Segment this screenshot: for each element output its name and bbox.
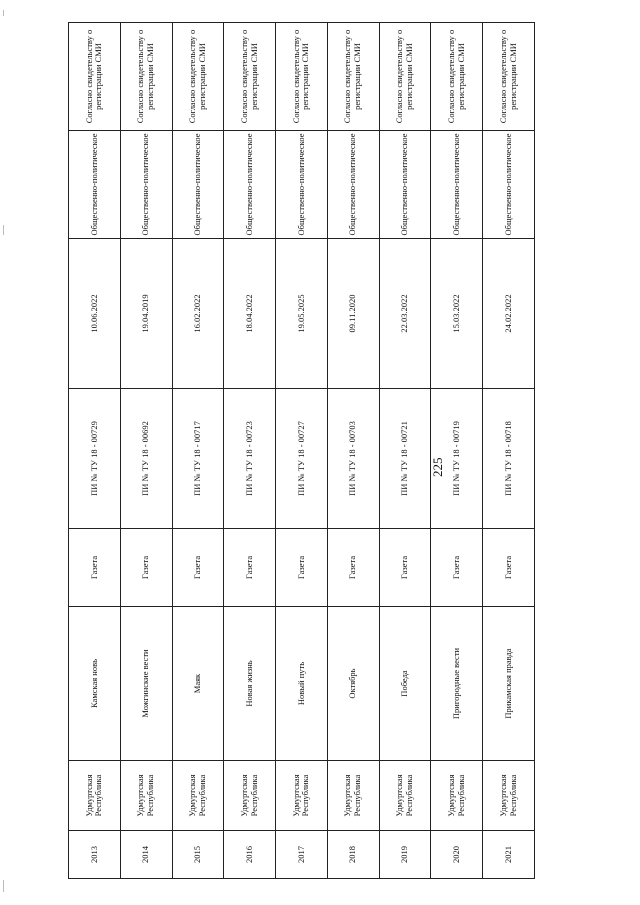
table-row xyxy=(483,23,535,879)
registration-date-cell: 16.02.2022 xyxy=(172,239,224,389)
distribution-territory-cell: Согласно свидетельству о регистрации СМИ xyxy=(172,23,224,131)
row-number-cell: 2019 xyxy=(379,831,431,879)
table-body xyxy=(69,23,535,879)
region-cell: Удмуртская Республика xyxy=(172,761,224,831)
media-title-cell: Можгинские вести xyxy=(120,607,172,761)
distribution-territory-cell: Согласно свидетельству о регистрации СМИ xyxy=(431,23,483,131)
table-row xyxy=(431,23,483,879)
registration-number-cell: ПИ № ТУ 18 - 00718 xyxy=(483,389,535,529)
region-cell: Удмуртская Республика xyxy=(327,761,379,831)
distribution-territory-cell: Согласно свидетельству о регистрации СМИ xyxy=(276,23,328,131)
specialization-cell: Общественно-политическое xyxy=(483,131,535,239)
distribution-territory-cell: Согласно свидетельству о регистрации СМИ xyxy=(224,23,276,131)
region-cell: Удмуртская Республика xyxy=(69,761,121,831)
page-number: 225 xyxy=(430,457,445,477)
distribution-territory-cell: Согласно свидетельству о регистрации СМИ xyxy=(69,23,121,131)
media-type-cell: Газета xyxy=(69,529,121,607)
specialization-cell: Общественно-политическое xyxy=(69,131,121,239)
row-number-cell: 2015 xyxy=(172,831,224,879)
row-number-cell: 2014 xyxy=(120,831,172,879)
region-cell: Удмуртская Республика xyxy=(483,761,535,831)
registration-number-cell: ПИ № ТУ 18 - 00721 xyxy=(379,389,431,529)
media-title-cell: Камская новь xyxy=(69,607,121,761)
table-row xyxy=(69,23,121,879)
registration-number-cell: ПИ № ТУ 18 - 00727 xyxy=(276,389,328,529)
media-type-cell: Газета xyxy=(431,529,483,607)
media-title-cell: Победа xyxy=(379,607,431,761)
media-title-cell: Новая жизнь xyxy=(224,607,276,761)
region-cell: Удмуртская Республика xyxy=(276,761,328,831)
row-number-cell: 2018 xyxy=(327,831,379,879)
media-type-cell: Газета xyxy=(379,529,431,607)
media-type-cell: Газета xyxy=(483,529,535,607)
media-type-cell: Газета xyxy=(120,529,172,607)
region-cell: Удмуртская Республика xyxy=(379,761,431,831)
registration-number-cell: ПИ № ТУ 18 - 00723 xyxy=(224,389,276,529)
distribution-territory-cell: Согласно свидетельству о регистрации СМИ xyxy=(379,23,431,131)
media-type-cell: Газета xyxy=(224,529,276,607)
specialization-cell: Общественно-политическое xyxy=(120,131,172,239)
region-cell: Удмуртская Республика xyxy=(120,761,172,831)
registration-date-cell: 09.11.2020 xyxy=(327,239,379,389)
table-row xyxy=(327,23,379,879)
row-number-cell: 2013 xyxy=(69,831,121,879)
registration-number-cell: ПИ № ТУ 18 - 00703 xyxy=(327,389,379,529)
specialization-cell: Общественно-политическое xyxy=(431,131,483,239)
table-row xyxy=(120,23,172,879)
media-title-cell: Октябрь xyxy=(327,607,379,761)
row-number-cell: 2020 xyxy=(431,831,483,879)
registration-date-cell: 24.02.2022 xyxy=(483,239,535,389)
specialization-cell: Общественно-политическое xyxy=(327,131,379,239)
registration-number-cell: ПИ № ТУ 18 - 00719 xyxy=(431,389,483,529)
media-title-cell: Прикамская правда xyxy=(483,607,535,761)
media-type-cell: Газета xyxy=(172,529,224,607)
registration-date-cell: 15.03.2022 xyxy=(431,239,483,389)
registration-number-cell: ПИ № ТУ 18 - 00717 xyxy=(172,389,224,529)
media-type-cell: Газета xyxy=(276,529,328,607)
specialization-cell: Общественно-политическое xyxy=(172,131,224,239)
specialization-cell: Общественно-политическое xyxy=(379,131,431,239)
media-title-cell: Маяк xyxy=(172,607,224,761)
registration-number-cell: ПИ № ТУ 18 - 00729 xyxy=(69,389,121,529)
specialization-cell: Общественно-политическое xyxy=(276,131,328,239)
media-registry-table xyxy=(68,22,535,879)
media-title-cell: Пригородные вести xyxy=(431,607,483,761)
row-number-cell: 2016 xyxy=(224,831,276,879)
registration-date-cell: 19.04.2019 xyxy=(120,239,172,389)
table-row xyxy=(276,23,328,879)
distribution-territory-cell: Согласно свидетельству о регистрации СМИ xyxy=(327,23,379,131)
media-title-cell: Новый путь xyxy=(276,607,328,761)
distribution-territory-cell: Согласно свидетельству о регистрации СМИ xyxy=(120,23,172,131)
table-row xyxy=(172,23,224,879)
region-cell: Удмуртская Республика xyxy=(431,761,483,831)
registration-number-cell: ПИ № ТУ 18 - 00692 xyxy=(120,389,172,529)
row-number-cell: 2017 xyxy=(276,831,328,879)
registration-date-cell: 19.05.2025 xyxy=(276,239,328,389)
table-row xyxy=(224,23,276,879)
registration-date-cell: 22.03.2022 xyxy=(379,239,431,389)
registration-date-cell: 18.04.2022 xyxy=(224,239,276,389)
specialization-cell: Общественно-политическое xyxy=(224,131,276,239)
table-row xyxy=(379,23,431,879)
row-number-cell: 2021 xyxy=(483,831,535,879)
media-type-cell: Газета xyxy=(327,529,379,607)
registration-date-cell: 10.06.2022 xyxy=(69,239,121,389)
distribution-territory-cell: Согласно свидетельству о регистрации СМИ xyxy=(483,23,535,131)
region-cell: Удмуртская Республика xyxy=(224,761,276,831)
